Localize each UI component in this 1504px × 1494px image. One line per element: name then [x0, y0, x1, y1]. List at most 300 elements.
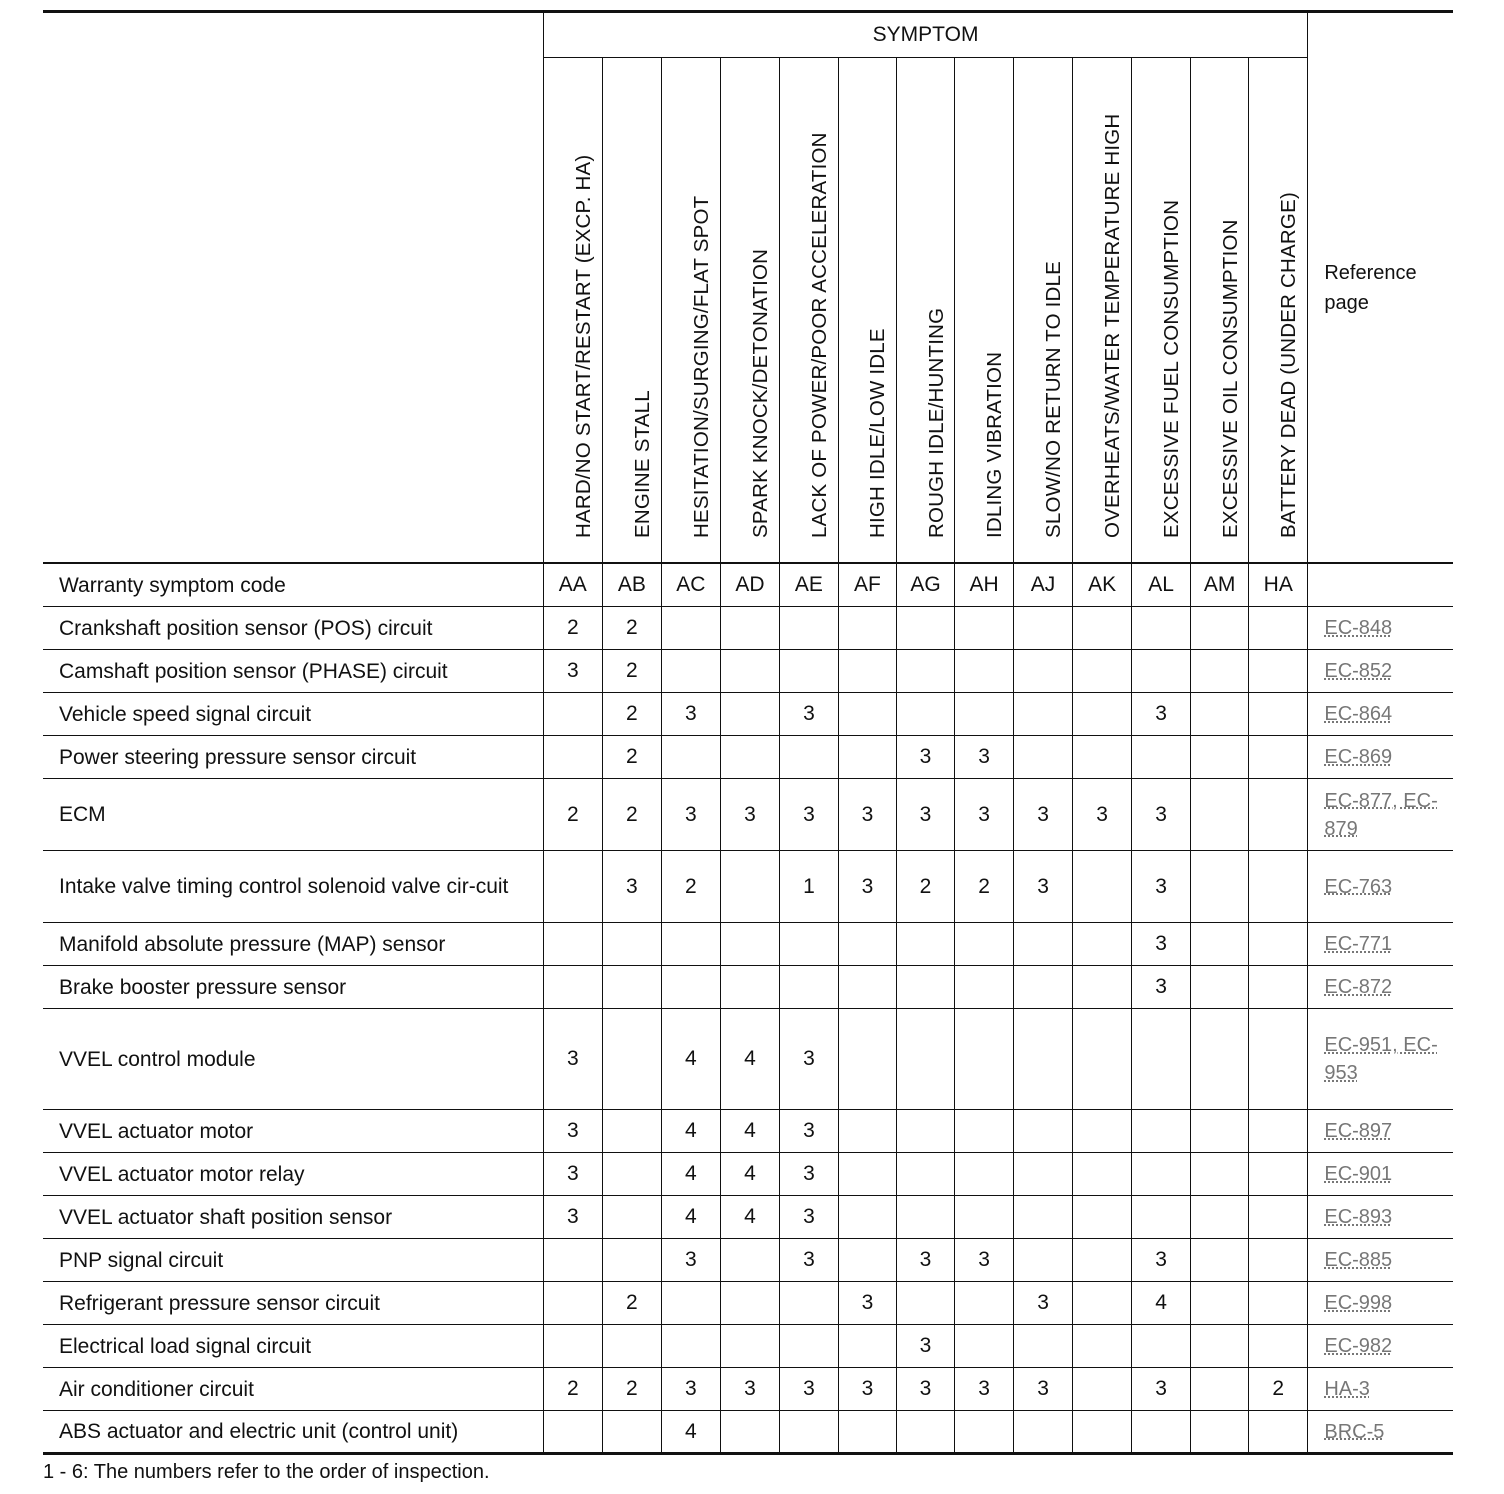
inspection-order-cell	[1073, 693, 1132, 736]
inspection-order-cell	[1249, 1282, 1308, 1325]
warranty-symptom-code-label: Warranty symptom code	[43, 563, 543, 607]
reference-link[interactable]: EC-901	[1324, 1163, 1393, 1185]
inspection-order-cell	[1014, 1239, 1073, 1282]
inspection-order-cell	[779, 966, 838, 1009]
inspection-order-cell	[1249, 923, 1308, 966]
inspection-order-cell	[543, 923, 602, 966]
inspection-order-cell	[896, 693, 954, 736]
inspection-order-cell	[779, 607, 838, 650]
inspection-order-cell: 4	[720, 1196, 779, 1239]
inspection-order-cell	[602, 1110, 661, 1153]
component-label: Air conditioner circuit	[43, 1368, 543, 1411]
inspection-order-cell: 4	[720, 1153, 779, 1196]
inspection-order-cell: 4	[661, 1196, 720, 1239]
inspection-order-cell: 3	[661, 1239, 720, 1282]
table-row	[43, 650, 1453, 693]
table-row	[43, 736, 1453, 779]
warranty-code-cell: AH	[955, 563, 1014, 607]
component-label: Electrical load signal circuit	[43, 1325, 543, 1368]
table-row	[43, 1282, 1453, 1325]
inspection-order-cell: 3	[1132, 779, 1191, 851]
inspection-order-cell	[896, 1282, 954, 1325]
inspection-order-cell: 2	[955, 851, 1014, 923]
reference-cell	[1308, 1411, 1453, 1454]
inspection-order-cell: 3	[720, 779, 779, 851]
inspection-order-cell	[543, 693, 602, 736]
warranty-symptom-code-row	[43, 563, 1453, 607]
inspection-order-cell	[1014, 650, 1073, 693]
inspection-order-cell: 3	[955, 736, 1014, 779]
inspection-order-cell	[1191, 650, 1249, 693]
inspection-order-cell	[720, 1282, 779, 1325]
symptom-matrix-table	[43, 10, 1453, 1455]
reference-cell	[1308, 851, 1453, 923]
inspection-order-cell	[779, 736, 838, 779]
inspection-order-cell: 3	[1132, 693, 1191, 736]
symptom-header-text: HIGH IDLE/LOW IDLE	[866, 328, 890, 538]
warranty-code-cell: AD	[720, 563, 779, 607]
inspection-order-cell: 4	[661, 1110, 720, 1153]
inspection-order-cell: 3	[955, 1239, 1014, 1282]
inspection-order-cell: 3	[896, 1325, 954, 1368]
inspection-order-cell	[896, 650, 954, 693]
component-label: Crankshaft position sensor (POS) circuit	[43, 607, 543, 650]
inspection-order-cell	[1249, 736, 1308, 779]
inspection-order-cell	[1073, 1239, 1132, 1282]
table-row	[43, 1411, 1453, 1454]
reference-cell	[1308, 1196, 1453, 1239]
reference-cell	[1308, 1325, 1453, 1368]
inspection-order-cell: 3	[955, 1368, 1014, 1411]
warranty-code-cell: AK	[1073, 563, 1132, 607]
inspection-order-cell	[1191, 1325, 1249, 1368]
inspection-order-cell: 3	[1132, 851, 1191, 923]
table-row	[43, 1009, 1453, 1110]
symptom-header-cell	[1191, 58, 1249, 564]
symptom-header-cell	[543, 58, 602, 564]
symptom-header-cell	[1249, 58, 1308, 564]
inspection-order-cell: 4	[1132, 1282, 1191, 1325]
inspection-order-cell	[1073, 1282, 1132, 1325]
inspection-order-cell	[1014, 1325, 1073, 1368]
symptom-header-text: HARD/NO START/RESTART (EXCP. HA)	[571, 154, 595, 538]
inspection-order-cell	[720, 851, 779, 923]
inspection-order-cell	[955, 1282, 1014, 1325]
symptom-title-row	[43, 12, 1453, 58]
warranty-code-cell: AL	[1132, 563, 1191, 607]
component-label: Intake valve timing control solenoid valve cir-cuit	[43, 851, 543, 923]
warranty-code-cell: AJ	[1014, 563, 1073, 607]
inspection-order-cell	[838, 693, 896, 736]
inspection-order-cell: 1	[779, 851, 838, 923]
inspection-order-cell	[1132, 1153, 1191, 1196]
inspection-order-cell	[1014, 1153, 1073, 1196]
inspection-order-cell	[661, 650, 720, 693]
inspection-order-cell: 4	[661, 1153, 720, 1196]
inspection-order-cell	[1249, 607, 1308, 650]
reference-link[interactable]: EC-864	[1324, 703, 1393, 725]
inspection-order-cell	[896, 1196, 954, 1239]
symptom-header-text: IDLING VIBRATION	[983, 351, 1007, 538]
inspection-order-cell	[1014, 966, 1073, 1009]
inspection-order-cell	[543, 1282, 602, 1325]
inspection-order-cell	[661, 966, 720, 1009]
inspection-order-cell	[543, 851, 602, 923]
inspection-order-cell	[1191, 693, 1249, 736]
inspection-order-cell	[1073, 1153, 1132, 1196]
table-row	[43, 607, 1453, 650]
inspection-order-cell	[661, 1325, 720, 1368]
inspection-order-cell: 3	[779, 1110, 838, 1153]
symptom-header-text: SPARK KNOCK/DETONATION	[748, 248, 772, 538]
reference-link[interactable]: BRC-5	[1324, 1420, 1385, 1443]
component-label: ABS actuator and electric unit (control unit)	[43, 1411, 543, 1454]
reference-link[interactable]: EC-771	[1324, 933, 1393, 955]
table-row	[43, 779, 1453, 851]
symptom-header-text: BATTERY DEAD (UNDER CHARGE)	[1277, 192, 1301, 538]
inspection-order-cell	[720, 650, 779, 693]
inspection-order-cell	[896, 1411, 954, 1454]
inspection-order-cell	[1132, 650, 1191, 693]
inspection-order-cell	[1014, 1196, 1073, 1239]
inspection-order-cell: 3	[1073, 779, 1132, 851]
component-label: Vehicle speed signal circuit	[43, 693, 543, 736]
reference-link[interactable]: EC-885	[1324, 1249, 1393, 1271]
inspection-order-cell	[1191, 1411, 1249, 1454]
symptom-header-cell	[896, 58, 954, 564]
reference-link[interactable]: EC-763	[1324, 875, 1393, 898]
inspection-order-cell	[838, 1196, 896, 1239]
inspection-order-cell	[838, 1239, 896, 1282]
inspection-order-cell	[602, 1153, 661, 1196]
inspection-order-cell: 3	[896, 736, 954, 779]
inspection-order-cell	[1191, 1009, 1249, 1110]
inspection-order-cell	[1191, 779, 1249, 851]
inspection-order-cell: 3	[1132, 966, 1191, 1009]
inspection-order-cell	[1191, 736, 1249, 779]
inspection-order-cell	[838, 1110, 896, 1153]
inspection-order-cell	[1073, 1325, 1132, 1368]
inspection-order-cell	[1014, 607, 1073, 650]
inspection-order-cell: 3	[838, 851, 896, 923]
component-label: ECM	[43, 779, 543, 851]
symptom-header-cell	[955, 58, 1014, 564]
reference-link[interactable]: EC-852	[1324, 660, 1393, 682]
reference-link[interactable]: HA-3	[1324, 1378, 1370, 1400]
inspection-order-cell	[955, 693, 1014, 736]
reference-link[interactable]: EC-848	[1324, 617, 1393, 639]
inspection-order-cell	[1073, 1368, 1132, 1411]
inspection-order-cell	[1132, 607, 1191, 650]
reference-cell	[1308, 1153, 1453, 1196]
inspection-order-cell	[1132, 736, 1191, 779]
inspection-order-cell	[1014, 693, 1073, 736]
inspection-order-cell	[1014, 736, 1073, 779]
inspection-order-cell	[1191, 966, 1249, 1009]
inspection-order-cell	[1249, 966, 1308, 1009]
inspection-order-cell	[602, 1411, 661, 1454]
inspection-order-cell	[720, 1325, 779, 1368]
inspection-order-cell	[838, 966, 896, 1009]
inspection-order-cell	[1073, 607, 1132, 650]
component-label: Camshaft position sensor (PHASE) circuit	[43, 650, 543, 693]
inspection-order-cell: 2	[896, 851, 954, 923]
inspection-order-cell: 3	[1132, 923, 1191, 966]
inspection-order-cell	[779, 1282, 838, 1325]
inspection-order-cell: 3	[543, 1009, 602, 1110]
reference-link[interactable]: EC-869	[1324, 746, 1393, 768]
inspection-order-cell: 2	[543, 779, 602, 851]
reference-link[interactable]: EC-872	[1324, 976, 1393, 998]
inspection-order-cell: 3	[1132, 1239, 1191, 1282]
inspection-order-cell: 3	[661, 779, 720, 851]
symptom-header-cell	[720, 58, 779, 564]
inspection-order-cell	[720, 1411, 779, 1454]
inspection-order-cell	[896, 1153, 954, 1196]
symptom-header-text: EXCESSIVE FUEL CONSUMPTION	[1160, 199, 1184, 538]
inspection-order-cell	[955, 607, 1014, 650]
inspection-order-cell	[543, 1325, 602, 1368]
inspection-order-cell	[838, 1411, 896, 1454]
inspection-order-cell	[1014, 1009, 1073, 1110]
inspection-order-cell: 3	[543, 1110, 602, 1153]
inspection-order-cell	[1073, 650, 1132, 693]
inspection-order-cell	[661, 1282, 720, 1325]
symptom-header-text: LACK OF POWER/POOR ACCELERATION	[807, 132, 831, 538]
table-row	[43, 1368, 1453, 1411]
reference-link[interactable]: EC-951, EC-953	[1324, 1034, 1438, 1084]
inspection-order-cell	[1249, 779, 1308, 851]
inspection-order-cell	[838, 923, 896, 966]
inspection-order-cell	[720, 1239, 779, 1282]
inspection-order-cell: 3	[779, 779, 838, 851]
reference-link[interactable]: EC-897	[1324, 1120, 1393, 1142]
inspection-order-cell	[1249, 1009, 1308, 1110]
inspection-order-cell	[955, 966, 1014, 1009]
inspection-order-cell	[896, 1110, 954, 1153]
inspection-order-cell	[779, 923, 838, 966]
inspection-order-cell: 3	[1014, 851, 1073, 923]
reference-cell	[1308, 779, 1453, 851]
inspection-order-cell	[955, 1411, 1014, 1454]
inspection-order-cell: 3	[661, 1368, 720, 1411]
symptom-title: SYMPTOM	[543, 12, 1308, 58]
reference-cell	[1308, 607, 1453, 650]
inspection-order-cell	[1014, 1110, 1073, 1153]
inspection-order-cell	[955, 1009, 1014, 1110]
inspection-order-cell	[602, 966, 661, 1009]
inspection-order-cell	[1191, 851, 1249, 923]
inspection-order-cell	[661, 923, 720, 966]
table-row	[43, 1196, 1453, 1239]
inspection-order-cell	[543, 736, 602, 779]
component-label: Manifold absolute pressure (MAP) sensor	[43, 923, 543, 966]
symptom-header-cell	[1132, 58, 1191, 564]
inspection-order-cell	[1073, 736, 1132, 779]
warranty-code-cell: AM	[1191, 563, 1249, 607]
inspection-order-cell: 3	[838, 1368, 896, 1411]
inspection-order-cell	[1249, 650, 1308, 693]
inspection-order-cell: 2	[602, 650, 661, 693]
inspection-order-cell: 4	[661, 1411, 720, 1454]
inspection-order-cell	[1073, 966, 1132, 1009]
inspection-order-cell: 2	[1249, 1368, 1308, 1411]
reference-cell	[1308, 1239, 1453, 1282]
symptom-header-text: ENGINE STALL	[630, 390, 654, 538]
inspection-order-cell	[955, 1325, 1014, 1368]
inspection-order-cell	[1191, 1282, 1249, 1325]
component-label: Power steering pressure sensor circuit	[43, 736, 543, 779]
symptom-header-cell	[1014, 58, 1073, 564]
inspection-order-cell	[1191, 923, 1249, 966]
reference-page-header: Reference page	[1308, 12, 1453, 564]
component-label: VVEL actuator motor	[43, 1110, 543, 1153]
inspection-order-cell	[1249, 1196, 1308, 1239]
reference-cell	[1308, 736, 1453, 779]
inspection-order-cell	[1073, 1411, 1132, 1454]
inspection-order-cell	[1132, 1325, 1191, 1368]
inspection-order-cell	[661, 607, 720, 650]
inspection-order-cell	[779, 650, 838, 693]
reference-cell	[1308, 923, 1453, 966]
inspection-order-cell	[955, 1153, 1014, 1196]
symptom-header-cell	[602, 58, 661, 564]
reference-cell	[1308, 650, 1453, 693]
warranty-code-cell: AF	[838, 563, 896, 607]
inspection-order-cell	[1132, 1009, 1191, 1110]
inspection-order-cell	[720, 966, 779, 1009]
inspection-order-cell	[955, 650, 1014, 693]
reference-cell	[1308, 693, 1453, 736]
diagnosis-table-sheet	[43, 10, 1453, 1455]
inspection-order-cell: 3	[838, 779, 896, 851]
component-label: PNP signal circuit	[43, 1239, 543, 1282]
inspection-order-cell: 3	[661, 693, 720, 736]
inspection-order-cell	[838, 1325, 896, 1368]
component-label: VVEL control module	[43, 1009, 543, 1110]
inspection-order-cell	[1191, 1153, 1249, 1196]
inspection-order-cell: 2	[543, 607, 602, 650]
inspection-order-cell	[955, 1196, 1014, 1239]
table-row	[43, 851, 1453, 923]
inspection-order-cell: 4	[720, 1110, 779, 1153]
component-label: Brake booster pressure sensor	[43, 966, 543, 1009]
component-label: Refrigerant pressure sensor circuit	[43, 1282, 543, 1325]
warranty-code-cell: HA	[1249, 563, 1308, 607]
inspection-order-cell	[838, 736, 896, 779]
symptom-header-text: HESITATION/SURGING/FLAT SPOT	[689, 195, 713, 538]
inspection-order-cell: 3	[543, 1153, 602, 1196]
reference-cell	[1308, 1282, 1453, 1325]
inspection-order-cell: 3	[720, 1368, 779, 1411]
table-row	[43, 966, 1453, 1009]
inspection-order-cell	[955, 923, 1014, 966]
inspection-order-cell: 2	[661, 851, 720, 923]
inspection-order-cell	[602, 1009, 661, 1110]
inspection-order-cell: 3	[896, 779, 954, 851]
symptom-header-cell	[779, 58, 838, 564]
inspection-order-cell	[1132, 1110, 1191, 1153]
warranty-code-cell: AG	[896, 563, 954, 607]
inspection-order-cell: 3	[779, 1009, 838, 1110]
inspection-order-cell	[720, 736, 779, 779]
inspection-order-cell	[543, 1411, 602, 1454]
inspection-order-cell: 3	[1014, 1368, 1073, 1411]
inspection-order-cell	[720, 923, 779, 966]
inspection-order-cell	[838, 650, 896, 693]
inspection-order-cell: 2	[602, 607, 661, 650]
inspection-order-cell	[779, 1411, 838, 1454]
inspection-order-cell: 3	[896, 1239, 954, 1282]
inspection-order-cell: 3	[1014, 779, 1073, 851]
inspection-order-cell	[1073, 1110, 1132, 1153]
inspection-order-cell	[1132, 1196, 1191, 1239]
footnote: 1 - 6: The numbers refer to the order of inspection.	[43, 1461, 490, 1483]
inspection-order-cell	[602, 923, 661, 966]
inspection-order-cell: 3	[896, 1368, 954, 1411]
inspection-order-cell: 3	[779, 1239, 838, 1282]
inspection-order-cell	[1249, 1239, 1308, 1282]
inspection-order-cell: 3	[1014, 1282, 1073, 1325]
inspection-order-cell	[602, 1325, 661, 1368]
inspection-order-cell	[1249, 1411, 1308, 1454]
inspection-order-cell	[1132, 1411, 1191, 1454]
inspection-order-cell: 2	[602, 736, 661, 779]
warranty-code-cell: AE	[779, 563, 838, 607]
inspection-order-cell	[1249, 693, 1308, 736]
warranty-code-cell: AB	[602, 563, 661, 607]
inspection-order-cell: 2	[602, 1368, 661, 1411]
inspection-order-cell	[1191, 1110, 1249, 1153]
inspection-order-cell: 3	[779, 1368, 838, 1411]
inspection-order-cell: 3	[1132, 1368, 1191, 1411]
reference-link[interactable]: EC-998	[1324, 1292, 1393, 1314]
inspection-order-cell	[1191, 1239, 1249, 1282]
symptom-header-cell	[1073, 58, 1132, 564]
reference-link[interactable]: EC-893	[1324, 1206, 1393, 1228]
reference-cell	[1308, 1110, 1453, 1153]
warranty-code-cell: AC	[661, 563, 720, 607]
inspection-order-cell	[1249, 851, 1308, 923]
inspection-order-cell	[1073, 851, 1132, 923]
inspection-order-cell: 4	[661, 1009, 720, 1110]
inspection-order-cell: 3	[779, 1196, 838, 1239]
reference-cell	[1308, 1368, 1453, 1411]
symptom-header-text: EXCESSIVE OIL CONSUMPTION	[1218, 219, 1242, 538]
inspection-order-cell	[1249, 1153, 1308, 1196]
reference-link[interactable]: EC-982	[1324, 1335, 1393, 1357]
warranty-ref-blank	[1308, 563, 1453, 607]
inspection-order-cell: 4	[720, 1009, 779, 1110]
inspection-order-cell	[661, 736, 720, 779]
symptom-header-text: SLOW/NO RETURN TO IDLE	[1042, 260, 1066, 538]
inspection-order-cell	[1073, 1196, 1132, 1239]
inspection-order-cell: 2	[543, 1368, 602, 1411]
inspection-order-cell: 2	[602, 1282, 661, 1325]
reference-cell	[1308, 1009, 1453, 1110]
symptom-header-text: ROUGH IDLE/HUNTING	[924, 307, 948, 538]
reference-link[interactable]: EC-877, EC-879	[1324, 789, 1438, 840]
inspection-order-cell	[1073, 923, 1132, 966]
inspection-order-cell	[543, 966, 602, 1009]
table-row	[43, 1153, 1453, 1196]
inspection-order-cell	[896, 1009, 954, 1110]
reference-cell	[1308, 966, 1453, 1009]
inspection-order-cell	[720, 693, 779, 736]
inspection-order-cell: 3	[955, 779, 1014, 851]
inspection-order-cell	[896, 923, 954, 966]
inspection-order-cell: 3	[602, 851, 661, 923]
